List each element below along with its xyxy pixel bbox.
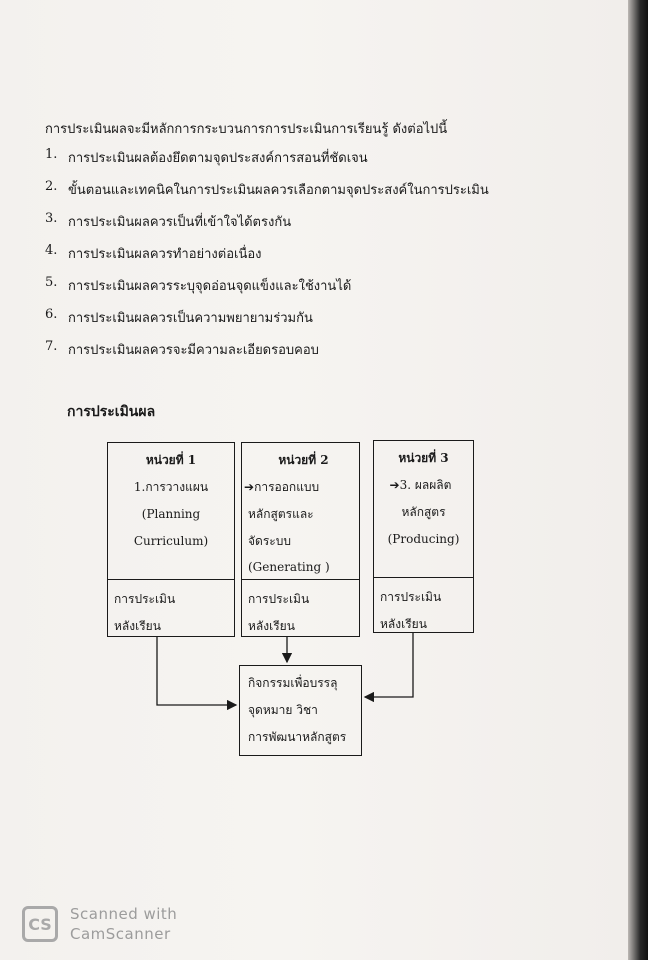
camscanner-logo-icon: CS: [22, 906, 58, 942]
unit-3-box: [373, 440, 474, 633]
result-line: กิจกรรมเพื่อบรรลุ: [248, 676, 338, 690]
unit-1-box: [107, 442, 235, 637]
unit-1-eval-line: การประเมิน: [114, 592, 176, 606]
section-title: การประเมินผล: [67, 404, 156, 420]
unit-3-eval: [374, 578, 473, 644]
item-number: 6.: [45, 307, 58, 322]
unit-2-eval-line: หลังเรียน: [248, 619, 295, 633]
unit-3-eval-line: หลังเรียน: [380, 617, 427, 631]
item-number: 4.: [45, 243, 58, 258]
unit-1-eval: [108, 580, 234, 646]
connector-unit1: [157, 636, 236, 705]
watermark-line: CamScanner: [70, 925, 171, 943]
unit-2-eval: [242, 580, 359, 646]
unit-2-box: [241, 442, 360, 637]
unit-3-line: (Producing): [387, 532, 460, 546]
item-number: 5.: [45, 275, 58, 290]
item-text: การประเมินผลควรทำอย่างต่อเนื่อง: [68, 247, 262, 262]
unit-1-line: 1.การวางแผน: [133, 480, 209, 494]
unit-3-eval-line: การประเมิน: [380, 590, 442, 604]
item-text: การประเมินผลต้องยึดตามจุดประสงค์การสอนที่ชัดเจน: [68, 151, 368, 166]
unit-2-heading: หน่วยที่ 2: [278, 453, 329, 467]
item-number: 2.: [45, 179, 58, 194]
unit-2-eval-line: การประเมิน: [248, 592, 310, 606]
unit-2-line: จัดระบบ: [248, 534, 291, 548]
unit-2-line: [244, 474, 359, 501]
unit-2-stage: [242, 443, 359, 580]
result-line: การพัฒนาหลักสูตร: [248, 730, 347, 744]
unit-2-line: (Generating ): [248, 560, 330, 574]
item-text: การประเมินผลควรเป็นความพยายามร่วมกัน: [68, 311, 313, 326]
unit-1-line: (Planning: [141, 507, 201, 521]
item-text: การประเมินผลควรระบุจุดอ่อนจุดแข็งและใช้งานได้: [68, 279, 352, 294]
arrow-icon: ➔: [389, 478, 400, 492]
item-text: การประเมินผลควรจะมีความละเอียดรอบคอบ: [68, 343, 319, 358]
unit-2-line: หลักสูตรและ: [248, 507, 314, 521]
watermark-line: Scanned with: [70, 905, 178, 923]
result-box: [239, 665, 362, 756]
unit-3-line-text: 3. ผลผลิต: [399, 478, 452, 492]
unit-1-eval-line: หลังเรียน: [114, 619, 161, 633]
item-number: 3.: [45, 211, 58, 226]
item-number: 7.: [45, 339, 58, 354]
result-line: จุดหมาย วิชา: [248, 703, 318, 717]
unit-3-heading: หน่วยที่ 3: [398, 451, 449, 465]
item-text: ขั้นตอนและเทคนิคในการประเมินผลควรเลือกตามจุดประสงค์ในการประเมิน: [68, 183, 489, 198]
unit-3-line: [368, 472, 473, 499]
unit-1-heading: หน่วยที่ 1: [145, 453, 197, 467]
unit-3-line: หลักสูตร: [401, 505, 446, 519]
page-edge-shadow: [628, 0, 648, 960]
unit-3-stage: [374, 441, 473, 578]
intro-text: การประเมินผลจะมีหลักการกระบวนการการประเมินการเรียนรู้ ดังต่อไปนี้: [45, 122, 448, 137]
camscanner-watermark: [22, 904, 177, 944]
arrow-icon: ➔: [244, 480, 255, 494]
item-number: 1.: [45, 147, 58, 162]
unit-1-stage: [108, 443, 234, 580]
item-text: การประเมินผลควรเป็นที่เข้าใจได้ตรงกัน: [68, 215, 292, 230]
unit-1-line: Curriculum): [133, 534, 209, 548]
unit-2-line-text: การออกแบบ: [254, 480, 320, 494]
